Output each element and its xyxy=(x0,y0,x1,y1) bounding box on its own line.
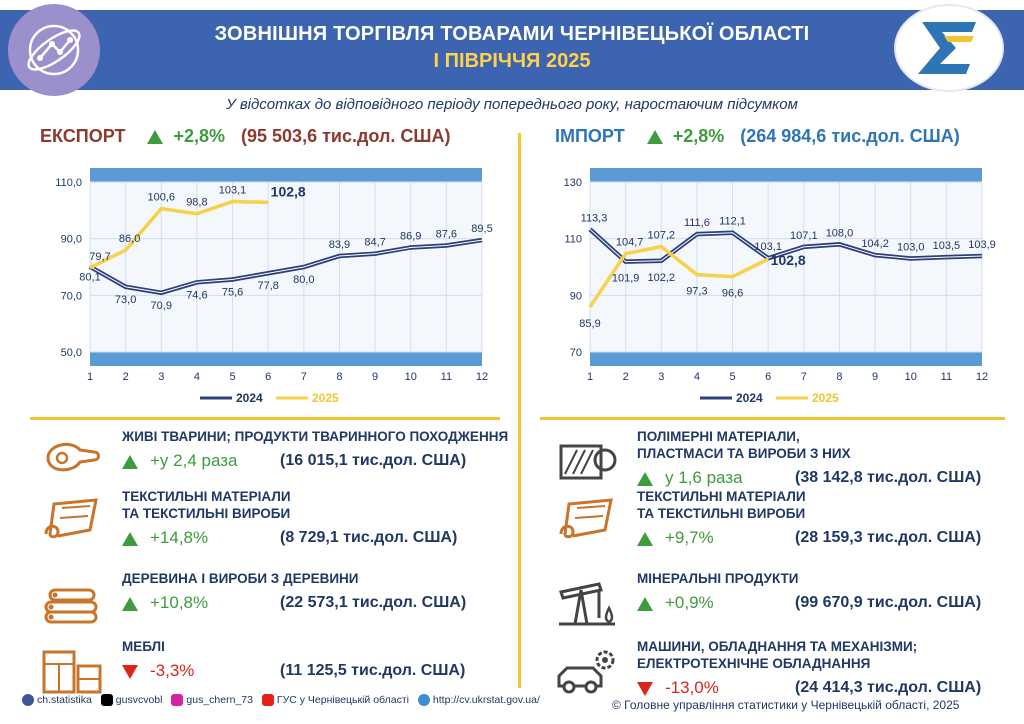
export-label: ЕКСПОРТ xyxy=(40,126,126,146)
import-change-value: +0,9% xyxy=(665,593,714,612)
data-label-2024: 84,7 xyxy=(364,236,386,249)
import-category-change xyxy=(637,468,743,488)
data-label-2024: 77,8 xyxy=(257,280,279,293)
import-change-value: +9,7% xyxy=(665,528,714,547)
import-header xyxy=(555,126,960,147)
export-category-change xyxy=(122,661,194,681)
legend-2025-label: 2025 xyxy=(812,391,839,405)
data-label-2024: 83,9 xyxy=(328,238,351,251)
data-label-2024: 108,0 xyxy=(825,227,854,240)
export-category-label: ТЕКСТИЛЬНІ МАТЕРІАЛИ ТА ТЕКСТИЛЬНІ ВИРОБИ xyxy=(122,489,291,521)
x-tick-label: 9 xyxy=(372,371,379,383)
furniture-icon xyxy=(40,646,104,696)
down-triangle-icon xyxy=(122,665,138,679)
data-label-2024: 73,0 xyxy=(114,293,137,306)
x-tick-label: 4 xyxy=(193,371,200,383)
x-tick-label: 1 xyxy=(586,371,594,383)
chart-bottom-band xyxy=(90,352,482,366)
data-label-2025: 102,8 xyxy=(270,183,306,200)
horizontal-divider-right xyxy=(540,417,1005,420)
data-label-2025: 102,8 xyxy=(770,252,806,269)
y-tick-label: 110 xyxy=(564,233,582,246)
x-tick-label: 12 xyxy=(475,371,489,383)
export-category-label: МЕБЛІ xyxy=(122,639,165,654)
x-tick-label: 11 xyxy=(440,371,453,383)
footer-web[interactable]: http://cv.ukrstat.gov.ua/ xyxy=(432,694,540,706)
import-category-amount: (99 670,9 тис.дол. США) xyxy=(795,594,982,611)
logs-icon xyxy=(40,578,104,628)
export-growth: +2,8% xyxy=(173,126,226,146)
y-tick-label: 90,0 xyxy=(60,233,82,246)
oil-pump-icon xyxy=(555,578,619,628)
x-tick-label: 7 xyxy=(800,371,807,383)
export-change-value: +у 2,4 раза xyxy=(150,451,238,470)
chart-bottom-band xyxy=(590,352,982,366)
chart-top-band xyxy=(590,168,982,182)
export-change-value: +14,8% xyxy=(150,528,209,547)
data-label-2024: 74,6 xyxy=(186,289,208,302)
x-tick-label: 9 xyxy=(872,371,879,383)
meat-icon xyxy=(40,436,104,486)
data-label-2024: 103,5 xyxy=(932,240,961,253)
x-tick-label: 11 xyxy=(940,371,953,383)
data-label-2025: 85,9 xyxy=(579,317,601,330)
data-label-2025: 104,7 xyxy=(615,236,644,249)
globe-icon xyxy=(418,694,430,706)
import-category-change xyxy=(637,593,714,613)
data-label-2024: 111,6 xyxy=(683,217,710,230)
footer-facebook[interactable]: ch.statistika xyxy=(37,694,92,706)
data-label-2024: 101,9 xyxy=(611,272,640,285)
up-triangle-icon xyxy=(637,597,653,611)
legend-2024-label: 2024 xyxy=(236,391,263,405)
fabric-roll-icon xyxy=(555,496,619,546)
x-tick-label: 12 xyxy=(975,371,989,383)
import-category-amount: (24 414,3 тис.дол. США) xyxy=(795,679,982,696)
up-triangle-icon xyxy=(637,472,653,486)
horizontal-divider-left xyxy=(30,417,500,420)
chart-top-band xyxy=(90,168,482,182)
x-tick-label: 3 xyxy=(158,371,165,383)
data-label-2025: 96,6 xyxy=(721,287,744,300)
data-label-2024: 80,0 xyxy=(293,274,315,286)
x-tick-label: 1 xyxy=(86,371,94,383)
data-label-2024: 103,9 xyxy=(968,238,996,251)
plot-area xyxy=(90,182,482,352)
footer-x[interactable]: gusvcvobl xyxy=(115,694,163,706)
x-tick-label: 10 xyxy=(904,371,917,383)
page-subtitle: І ПІВРІЧЧЯ 2025 xyxy=(433,50,591,72)
up-triangle-icon xyxy=(122,597,138,611)
export-category-label: ЖИВІ ТВАРИНИ; ПРОДУКТИ ТВАРИННОГО ПОХОДЖЕННЯ xyxy=(122,429,509,444)
footer-copyright: © Головне управління статистики у Чернівецькій області, 2025 xyxy=(612,698,960,712)
data-label-2024: 113,3 xyxy=(580,212,608,225)
data-label-2024: 75,6 xyxy=(221,286,244,299)
fabric-roll-icon xyxy=(40,496,104,546)
data-label-2024: 112,1 xyxy=(719,215,746,228)
import-category-label: ПОЛІМЕРНІ МАТЕРІАЛИ, ПЛАСТМАСИ ТА ВИРОБИ З НИХ xyxy=(637,429,851,461)
x-tick-label: 10 xyxy=(404,371,417,383)
x-tick-label: 5 xyxy=(729,371,736,383)
export-change-value: -3,3% xyxy=(150,661,195,680)
data-label-2024: 80,1 xyxy=(79,271,101,284)
import-amount: (264 984,6 тис.дол. США) xyxy=(740,126,960,146)
import-category-change xyxy=(637,528,714,548)
data-label-2025: 107,2 xyxy=(647,229,676,242)
x-tick-label: 3 xyxy=(658,371,665,383)
export-category-amount: (11 125,5 тис.дол. США) xyxy=(280,662,466,679)
data-label-2024: 87,6 xyxy=(435,228,458,241)
export-category-change xyxy=(122,593,208,613)
data-label-2025: 98,8 xyxy=(186,196,208,209)
x-tick-label: 8 xyxy=(336,371,343,383)
legend-2025-label: 2025 xyxy=(312,391,339,405)
import-category-label: МАШИНИ, ОБЛАДНАННЯ ТА МЕХАНІЗМИ; ЕЛЕКТРОТЕХНІЧНЕ ОБЛАДНАННЯ xyxy=(637,639,918,671)
import-label: ІМПОРТ xyxy=(555,126,625,146)
x-tick-label: 6 xyxy=(265,371,272,383)
y-tick-label: 70 xyxy=(569,347,582,359)
car-gear-icon xyxy=(555,646,619,696)
x-tick-label: 4 xyxy=(693,371,700,383)
down-triangle-icon xyxy=(637,682,653,696)
export-category-amount: (22 573,1 тис.дол. США) xyxy=(280,594,467,611)
instagram-icon xyxy=(171,694,183,706)
up-triangle-icon xyxy=(122,455,138,469)
data-label-2024: 89,5 xyxy=(471,223,493,236)
facebook-icon xyxy=(22,694,34,706)
x-tick-label: 5 xyxy=(229,371,236,383)
export-change-value: +10,8% xyxy=(150,593,209,612)
export-category-label: ДЕРЕВИНА І ВИРОБИ З ДЕРЕВИНИ xyxy=(122,571,359,586)
export-category-change xyxy=(122,528,208,548)
export-amount: (95 503,6 тис.дол. США) xyxy=(241,126,451,146)
import-change-value: -13,0% xyxy=(665,678,719,697)
export-category-amount: (8 729,1 тис.дол. США) xyxy=(280,529,458,546)
footer-instagram[interactable]: gus_chern_73 xyxy=(186,694,253,706)
data-label-2024: 103,1 xyxy=(754,241,782,254)
chart-note: У відсотках до відповідного періоду попереднього року, наростаючим підсумком xyxy=(226,96,798,113)
export-header xyxy=(40,126,450,147)
up-triangle-icon xyxy=(637,532,653,546)
up-triangle-icon xyxy=(647,130,663,144)
data-label-2024: 104,2 xyxy=(861,238,889,251)
data-label-2024: 86,9 xyxy=(400,230,422,243)
page-title: ЗОВНІШНЯ ТОРГІВЛЯ ТОВАРАМИ ЧЕРНІВЕЦЬКОЇ ОБЛАСТІ xyxy=(214,23,810,45)
sigma-logo xyxy=(894,4,1004,92)
vertical-divider xyxy=(518,133,521,688)
import-chart xyxy=(540,160,1000,410)
footer-youtube[interactable]: ГУС у Чернівецькій області xyxy=(276,694,409,706)
legend-2024-label: 2024 xyxy=(736,391,763,405)
x-tick-label: 7 xyxy=(300,371,307,383)
y-tick-label: 50,0 xyxy=(60,347,82,359)
data-label-2025: 97,3 xyxy=(686,285,708,298)
export-category-change xyxy=(122,451,237,471)
x-icon xyxy=(101,694,113,706)
y-tick-label: 130 xyxy=(563,177,582,189)
import-growth: +2,8% xyxy=(672,126,725,146)
footer-social xyxy=(22,694,540,706)
up-triangle-icon xyxy=(122,532,138,546)
export-chart xyxy=(40,160,500,410)
import-category-amount: (38 142,8 тис.дол. США) xyxy=(795,469,982,486)
import-change-value: у 1,6 раза xyxy=(665,468,743,487)
y-tick-label: 70,0 xyxy=(60,290,82,303)
import-category-label: ТЕКСТИЛЬНІ МАТЕРІАЛИ ТА ТЕКСТИЛЬНІ ВИРОБИ xyxy=(637,489,806,521)
data-label-2024: 103,0 xyxy=(896,241,925,254)
x-tick-label: 8 xyxy=(836,371,843,383)
data-label-2024: 107,1 xyxy=(790,229,818,242)
import-category-label: МІНЕРАЛЬНІ ПРОДУКТИ xyxy=(637,571,799,586)
stat-globe-logo xyxy=(8,4,100,96)
x-tick-label: 2 xyxy=(622,371,629,383)
import-category-change xyxy=(637,678,719,698)
up-triangle-icon xyxy=(147,130,163,144)
export-category-amount: (16 015,1 тис.дол. США) xyxy=(280,452,467,469)
polymer-roll-icon xyxy=(555,436,619,486)
data-label-2024: 70,9 xyxy=(150,299,172,312)
y-tick-label: 110,0 xyxy=(55,177,82,189)
data-label-2025: 103,1 xyxy=(218,184,247,197)
data-label-2025: 86,0 xyxy=(118,233,141,245)
data-label-2025: 79,7 xyxy=(89,250,111,263)
x-tick-label: 2 xyxy=(122,371,129,383)
data-label-2024: 102,2 xyxy=(647,271,676,284)
data-label-2025: 100,6 xyxy=(147,191,176,204)
y-tick-label: 90 xyxy=(569,290,582,303)
youtube-icon xyxy=(262,694,274,706)
import-category-amount: (28 159,3 тис.дол. США) xyxy=(795,529,982,546)
x-tick-label: 6 xyxy=(765,371,772,383)
